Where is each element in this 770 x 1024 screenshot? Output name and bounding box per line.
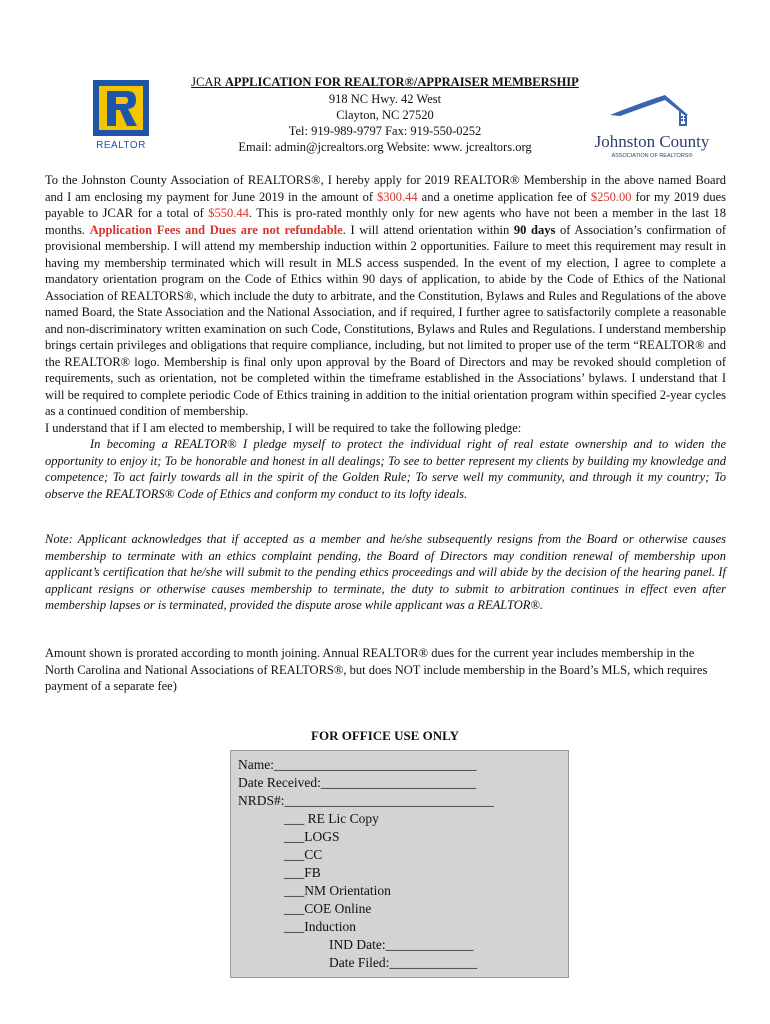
amount-payment: $300.44 [377, 189, 418, 204]
application-paragraph: To the Johnston County Association of REALTORS®, I hereby apply for 2019 REALTOR® Membership in the above named Board and I am enclosing my payment for June 2019 in the amount of $300.44 and a onetime application fee of $250.00 for my 2019 dues payable to JCAR for a total of $550.44. This is pro-rated monthly only for new agents who have not been a member in the last 18 months. Application Fees and Dues are not refundable. I will attend orientation within 90 days of Association’s confirmation of provisional membership. I will attend my membership induction within 2 opportunities. Failure to meet this requirement may result in having my membership terminated which will result in MLS access suspended. In the event of my election, I agree to complete a mandatory orientation program on the Code of Ethics within 90 days of application, to abide by the Code of Ethics of the National Association of REALTORS®, which include the duty to arbitrate, and the Constitution, Bylaws and Rules and Regulations of the above named Board, the State Association and the National Association, and if required, I further agree to satisfactorily complete a reasonable and non-discriminatory written examination on such Code, Constitutions, Bylaws and Rules and Regulations. I understand membership brings certain privileges and obligations that require compliance, including, but not limited to proper use of the term “REALTOR® and the REALTOR® logo. Membership is final only upon approval by the Board of Directors and may be revoked should completion of requirements, such as orientation, not be completed within the timeframe established in the Associations’ bylaws. I understand that I will be required to complete periodic Code of Ethics training in addition to the initial orientation program within specified 2-year cycles as a continued condition of membership. I understand that if I am elected to membership, I will be required to take the following pledge: In becoming a REALTOR® I pledge myself to protect the individual right of real estate ownership and to widen the opportunity to enjoy it; To be honorable and honest in all dealings; To see to better represent my clients by building my knowledge and competence; To act fairly towards all in the spirit of the Golden Rule; To serve well my community, and through it my country; To observe the REALTORS® Code of Ethics and conform my conduct to its lofty ideals. [45, 173, 726, 501]
phone-line: Tel: 919-989-9797 Fax: 919-550-0252 [288, 124, 482, 138]
office-use-title: FOR OFFICE USE ONLY [311, 728, 459, 743]
check-coe-online: ___COE Online [284, 901, 372, 916]
check-fb: ___FB [284, 865, 321, 880]
document-title: JCAR APPLICATION FOR REALTOR®/APPRAISER MEMBERSHIP [191, 75, 579, 89]
check-nm-orientation: ___NM Orientation [284, 883, 391, 898]
prorate-paragraph: Amount shown is prorated according to month joining. Annual REALTOR® dues for the current year includes membership in the North Carolina and National Associations of REALTORS®, but does NOT include membership in the Board’s MLS, which requires payment of a separate fee) [45, 646, 708, 693]
pledge-text: In becoming a REALTOR® I pledge myself to protect the individual right of real estate ownership and to widen the opportunity to enjoy it; To be honorable and honest in all dealings; To see to better represent my clients by building my knowledge and competence; To act fairly towards all in the spirit of the Golden Rule; To serve well my community, and through it my country; To observe the REALTORS® Code of Ethics and conform my conduct to its lofty ideals. [45, 437, 726, 501]
office-ind-date-field: IND Date:_____________ [329, 937, 474, 952]
jc-logo-sub: ASSOCIATION OF REALTORS® [611, 153, 693, 159]
amount-app-fee: $250.00 [590, 189, 632, 204]
office-date-filed-field: Date Filed:_____________ [329, 955, 478, 970]
office-nrds-field: NRDS#:_______________________________ [238, 793, 494, 808]
check-logs: ___LOGS [284, 829, 340, 844]
address-line-1: 918 NC Hwy. 42 West [328, 92, 442, 106]
amount-total: $550.44 [208, 206, 249, 220]
jc-logo-name: Johnston County [594, 132, 710, 151]
note-paragraph: Note: Applicant acknowledges that if accepted as a member and he/she subsequently resigns from the Board or otherwise causes membership to terminate with an ethics complaint pending, the Board of Directors may condition renewal of membership upon applicant’s certification that he/she will submit to the pending ethics proceedings and will abide by the decision of the hearing panel. If applicant resigns or otherwise causes membership to terminate, the duty to submit to arbitration continues in effect even after membership lapses or is terminated, provided the dispute arose while applicant was a REALTOR®. [45, 532, 726, 612]
pledge-intro: I understand that if I am elected to membership, I will be required to take the following pledge: [45, 420, 522, 435]
office-date-received-field: Date Received:_______________________ [238, 775, 477, 790]
check-induction: ___Induction [284, 919, 356, 934]
realtor-logo [90, 80, 152, 152]
realtor-logo-text: REALTOR [96, 140, 146, 151]
check-re-lic: ___ RE Lic Copy [284, 811, 379, 826]
nonrefundable-notice: Application Fees and Dues are not refundable [89, 222, 343, 237]
office-name-field: Name:______________________________ [238, 757, 477, 772]
office-use-box [230, 750, 569, 978]
email-line: Email: admin@jcrealtors.org Website: www. jcrealtors.org [238, 140, 532, 154]
johnston-county-logo [590, 95, 715, 165]
address-line-2: Clayton, NC 27520 [336, 108, 434, 122]
check-cc: ___CC [284, 847, 323, 862]
ninety-days: 90 days [513, 222, 556, 237]
